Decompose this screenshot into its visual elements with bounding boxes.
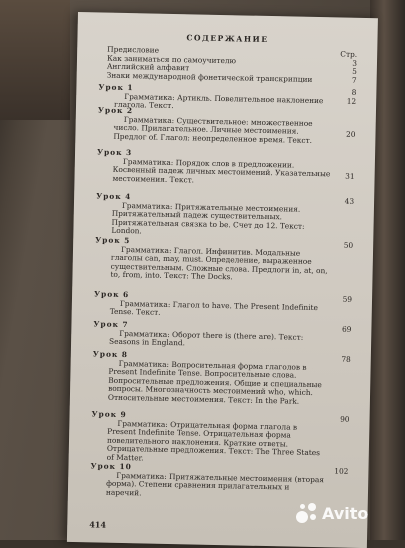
lesson-entry [96,148,355,188]
lesson-entry [90,462,349,502]
lesson-page: 8 [351,87,357,97]
lesson-body: Грамматика: Притяжательные местоимения. Притяжательный падеж существительных. Притяжательная связка to be. Счет до 12. Текст: London. [111,200,305,236]
lesson-entry [95,192,354,240]
lesson-body: Грамматика: Глагол. Инфинитив. Модальные глаголы can, may, must. Определение, выраженное существительным. Сложные слова. Предлоги in, at, on, to, from, into. Текст: The Docks. [110,244,328,282]
book-page [67,12,378,548]
lesson-page: 78 [341,354,351,364]
lesson-title: Урок 6 [94,289,130,300]
lesson-entry [93,320,351,351]
lesson-entry [94,236,353,284]
lesson-title: Урок 1 [98,82,134,93]
lesson-page: 59 [342,294,353,304]
lesson-body: Грамматика: Вопросительная форма глаголов в Present Indefinite Tense. Вопросительные слова. Вопросительные предложения. Общие и специальные вопросы. Многозначность местоимений who, which. Относительные местоимения. Текст: In the Park. [107,358,322,406]
lesson-body: Грамматика: Отрицательная форма глагола в Present Indefinite Tense. Отрицательная форма повелительного наклонения. Краткие ответы. Отрицательные предложения. Текст: The Three States of Matter. [106,418,321,463]
lesson-entry [91,410,350,467]
lesson-body: Грамматика: Оборот there is (there are). Текст: Seasons in England. [109,328,304,348]
lesson-title: Урок 9 [91,409,127,420]
lesson-page: 90 [340,414,350,424]
lesson-title: Урок 4 [96,191,132,202]
avito-logo-text: Avito [322,503,369,523]
lesson-body-page: 31 [345,171,355,181]
lesson-page: 69 [341,324,352,334]
lesson-title: Урок 2 [97,105,134,116]
intro-item: Английский алфавит 5 [106,61,357,77]
lesson-body: Грамматика: Глагол to have. The Present Indefinite Tense. Текст. [109,298,319,317]
intro-list [107,46,358,86]
intro-item: Знаки международной фонетической транскрипции 7 [106,70,357,85]
intro-item: Предисловие Стр. [107,44,358,59]
lesson-entry [94,290,352,321]
avito-watermark [296,500,396,526]
lesson-page: 102 [334,466,349,476]
lesson-body: Грамматика: Артикль. Повелительное наклонение глагола. Текст. [113,91,324,111]
intro-item: Как заниматься по самоучителю 3 [106,53,358,68]
lesson-page: 43 [344,196,355,206]
lesson-body-page: 12 [346,96,357,106]
lesson-page: 50 [343,240,354,250]
lesson-entry [92,350,351,407]
lesson-body: Грамматика: Порядок слов в предложении. Косвенный падеж личных местоимений. Указательные местоимения. Текст. [112,156,331,185]
lesson-title: Урок 10 [90,461,132,472]
lesson-body-page: 20 [346,129,356,139]
lesson-body: Грамматика: Притяжательные местоимения (вторая форма). Степени сравнения прилагательных и наречий. [105,470,325,498]
page-number: 414 [89,519,107,530]
avito-logo-icon [296,502,318,524]
background-books [0,0,70,120]
lesson-entry [97,106,356,146]
lesson-title: Урок 5 [95,235,131,246]
lesson-title: Урок 8 [92,349,129,360]
lesson-title: Урок 7 [93,319,129,330]
lesson-body: Грамматика: Существительное: множественное число. Прилагательное. Личные местоимения. Предлог of. Глагол: неопределенное время. Текст. [113,114,313,145]
page-heading: СОДЕРЖАНИЕ [186,33,269,44]
lesson-title: Урок 3 [96,147,133,158]
